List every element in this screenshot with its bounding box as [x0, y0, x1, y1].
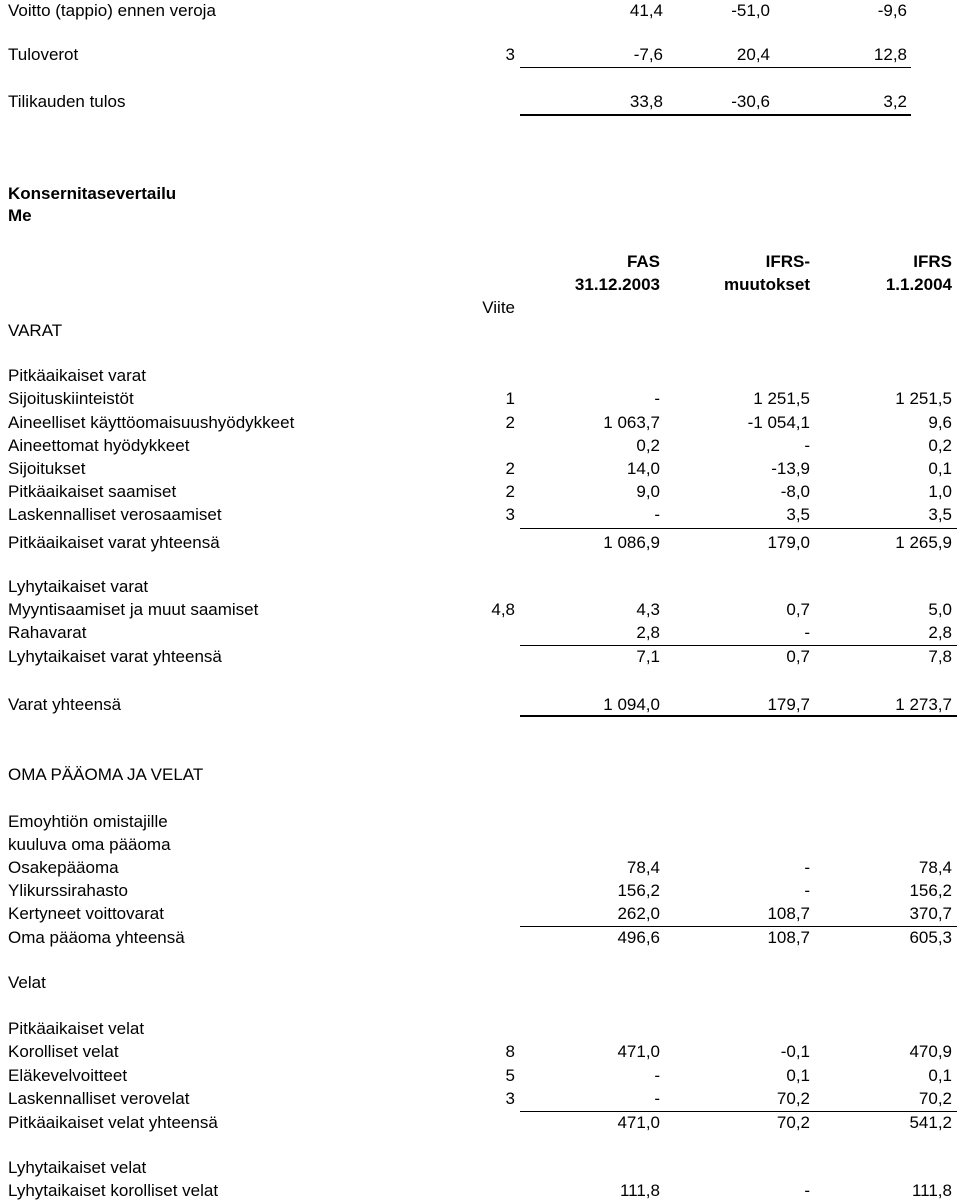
cell-fas: -7,6	[633, 45, 663, 64]
section-title: Konsernitasevertailu	[8, 184, 177, 203]
cell-ifrs-change: 20,4	[736, 45, 770, 64]
cell-note: 3	[505, 505, 515, 524]
cell-note: 1	[505, 389, 515, 408]
row-label: Rahavarat	[8, 623, 87, 642]
row-label: kuuluva oma pääoma	[8, 835, 171, 854]
subtotal-rule	[520, 528, 957, 529]
cell-ifrs-change: 0,7	[786, 600, 810, 619]
cell-fas: 1 094,0	[603, 695, 660, 714]
cell-ifrs: 370,7	[909, 904, 952, 923]
cell-ifrs-change: 70,2	[776, 1089, 810, 1108]
cell-ifrs: -9,6	[877, 1, 907, 20]
cell-ifrs: 605,3	[909, 928, 952, 947]
row-label: Lyhytaikaiset velat	[8, 1158, 147, 1177]
cell-ifrs-change: -51,0	[731, 1, 770, 20]
cell-ifrs: 470,9	[909, 1042, 952, 1061]
cell-fas: 111,8	[619, 1181, 660, 1200]
col-header-ifrs-change-2: muutokset	[724, 275, 810, 294]
cell-note: 2	[505, 459, 515, 478]
cell-ifrs: 541,2	[909, 1113, 952, 1132]
cell-ifrs-change: 1 251,5	[753, 389, 810, 408]
cell-fas: 156,2	[617, 881, 660, 900]
cell-ifrs: 1 251,5	[895, 389, 952, 408]
cell-ifrs: 0,1	[928, 1066, 952, 1085]
cell-fas: 9,0	[636, 482, 660, 501]
cell-ifrs-change: 70,2	[776, 1113, 810, 1132]
cell-fas: 14,0	[626, 459, 660, 478]
section-unit: Me	[8, 206, 32, 225]
cell-ifrs: 3,5	[928, 505, 952, 524]
cell-note: 2	[505, 413, 515, 432]
cell-ifrs-change: 3,5	[786, 505, 810, 524]
total-rule	[520, 114, 911, 116]
cell-ifrs: 5,0	[928, 600, 952, 619]
row-label: OMA PÄÄOMA JA VELAT	[8, 765, 204, 784]
cell-fas: 78,4	[626, 858, 660, 877]
cell-fas: 7,1	[636, 647, 660, 666]
cell-ifrs: 12,8	[873, 45, 907, 64]
cell-fas: 4,3	[636, 600, 660, 619]
cell-ifrs: 156,2	[909, 881, 952, 900]
col-header-ifrs-change: IFRS-	[765, 252, 810, 271]
col-header-note: Viite	[482, 298, 515, 317]
cell-ifrs: 70,2	[918, 1089, 952, 1108]
row-label: Tuloverot	[8, 45, 79, 64]
cell-ifrs-change: 179,0	[767, 533, 810, 552]
row-label: Pitkäaikaiset velat yhteensä	[8, 1113, 218, 1132]
cell-ifrs-change: -	[804, 623, 810, 642]
cell-ifrs: 78,4	[918, 858, 952, 877]
row-label: Sijoitukset	[8, 459, 86, 478]
cell-ifrs-change: 0,1	[786, 1066, 810, 1085]
row-label: Voitto (tappio) ennen veroja	[8, 1, 216, 20]
cell-fas: 496,6	[617, 928, 660, 947]
cell-ifrs: 0,1	[928, 459, 952, 478]
cell-note: 4,8	[491, 600, 515, 619]
row-label: Laskennalliset verovelat	[8, 1089, 190, 1108]
row-label: Emoyhtiön omistajille	[8, 812, 168, 831]
cell-note: 2	[505, 482, 515, 501]
cell-ifrs: 0,2	[928, 436, 952, 455]
cell-ifrs: 1,0	[928, 482, 952, 501]
cell-ifrs-change: 179,7	[767, 695, 810, 714]
cell-fas: 262,0	[617, 904, 660, 923]
cell-ifrs: 1 273,7	[895, 695, 952, 714]
row-label: Korolliset velat	[8, 1042, 119, 1061]
cell-note: 3	[505, 1089, 515, 1108]
row-label: Pitkäaikaiset saamiset	[8, 482, 177, 501]
cell-ifrs-change: 0,7	[786, 647, 810, 666]
row-label: Laskennalliset verosaamiset	[8, 505, 222, 524]
cell-fas: -	[654, 505, 660, 524]
row-label: Eläkevelvoitteet	[8, 1066, 128, 1085]
row-label: Kertyneet voittovarat	[8, 904, 164, 923]
row-label: Velat	[8, 973, 46, 992]
cell-note: 5	[505, 1066, 515, 1085]
row-label: Myyntisaamiset ja muut saamiset	[8, 600, 259, 619]
cell-ifrs-change: -	[804, 858, 810, 877]
row-label: Osakepääoma	[8, 858, 119, 877]
row-label: Sijoituskiinteistöt	[8, 389, 134, 408]
row-label: Tilikauden tulos	[8, 92, 126, 111]
col-header-ifrs: IFRS	[913, 252, 952, 271]
cell-ifrs: 2,8	[928, 623, 952, 642]
row-label: Aineelliset käyttöomaisuushyödykkeet	[8, 413, 295, 432]
row-label: Ylikurssirahasto	[8, 881, 128, 900]
cell-ifrs: 1 265,9	[895, 533, 952, 552]
subtotal-rule	[520, 67, 911, 68]
cell-note: 3	[505, 45, 515, 64]
cell-ifrs-change: -1 054,1	[747, 413, 810, 432]
cell-fas: -	[654, 1089, 660, 1108]
row-label: Pitkäaikaiset velat	[8, 1019, 145, 1038]
cell-note: 8	[505, 1042, 515, 1061]
row-label: Pitkäaikaiset varat yhteensä	[8, 533, 220, 552]
cell-ifrs-change: -30,6	[731, 92, 770, 111]
cell-ifrs-change: 108,7	[767, 904, 810, 923]
row-label: Varat yhteensä	[8, 695, 122, 714]
cell-ifrs-change: -8,0	[780, 482, 810, 501]
subtotal-rule	[520, 645, 957, 646]
subtotal-rule	[520, 926, 957, 927]
cell-ifrs-change: -	[804, 881, 810, 900]
row-label: Lyhytaikaiset varat	[8, 577, 149, 596]
cell-fas: 1 086,9	[603, 533, 660, 552]
cell-ifrs-change: 108,7	[767, 928, 810, 947]
total-rule	[520, 715, 957, 717]
cell-ifrs-change: -0,1	[780, 1042, 810, 1061]
cell-ifrs: 7,8	[928, 647, 952, 666]
cell-fas: -	[654, 1066, 660, 1085]
varat-heading: VARAT	[8, 321, 63, 340]
cell-ifrs: 111,8	[911, 1181, 952, 1200]
col-header-fas-date: 31.12.2003	[574, 275, 660, 294]
cell-fas: 1 063,7	[603, 413, 660, 432]
cell-fas: 2,8	[636, 623, 660, 642]
cell-ifrs-change: -	[804, 1181, 810, 1200]
row-label: Aineettomat hyödykkeet	[8, 436, 190, 455]
col-header-ifrs-date: 1.1.2004	[885, 275, 952, 294]
cell-fas: 471,0	[617, 1113, 660, 1132]
cell-ifrs: 3,2	[883, 92, 907, 111]
cell-fas: 41,4	[629, 1, 663, 20]
subtotal-rule	[520, 1111, 957, 1112]
cell-fas: 33,8	[629, 92, 663, 111]
cell-ifrs-change: -	[804, 436, 810, 455]
row-label: Lyhytaikaiset korolliset velat	[8, 1181, 219, 1200]
cell-fas: 0,2	[636, 436, 660, 455]
row-label: Pitkäaikaiset varat	[8, 366, 146, 385]
row-label: Lyhytaikaiset varat yhteensä	[8, 647, 222, 666]
row-label: Oma pääoma yhteensä	[8, 928, 185, 947]
cell-ifrs: 9,6	[928, 413, 952, 432]
cell-fas: 471,0	[617, 1042, 660, 1061]
cell-fas: -	[654, 389, 660, 408]
cell-ifrs-change: -13,9	[771, 459, 810, 478]
col-header-fas: FAS	[626, 252, 660, 271]
